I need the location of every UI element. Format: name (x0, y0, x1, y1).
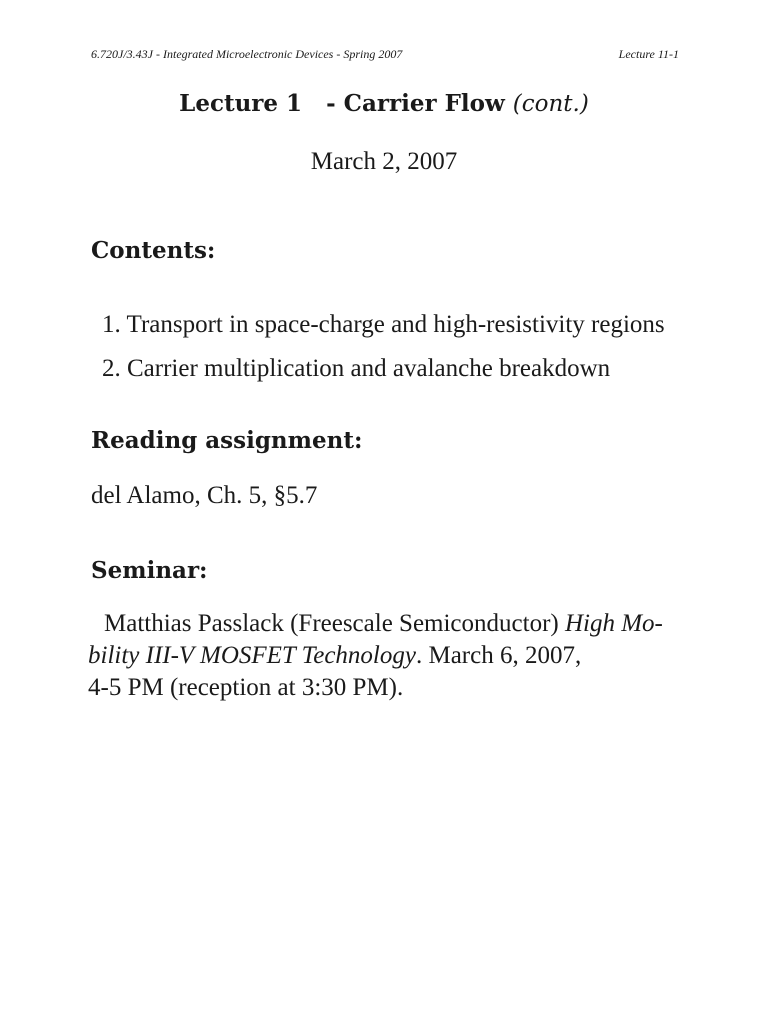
lecture-date: March 2, 2007 (310, 148, 458, 175)
lecture-title-main: Lecture 1 - Carrier Flow (179, 90, 513, 117)
seminar-heading: Seminar: (91, 557, 208, 584)
running-header (91, 47, 679, 62)
lecture-title (0, 90, 768, 117)
seminar-description (88, 608, 688, 704)
seminar-title-part-1: High Mo- (564, 610, 663, 637)
seminar-line-1 (88, 608, 688, 640)
lecture-title-suffix: (cont.) (512, 91, 589, 117)
contents-item: 1. Transport in space-charge and high-resistivity regions (102, 311, 665, 338)
reading-assignment-text: del Alamo, Ch. 5, §5.7 (91, 482, 318, 509)
course-header: 6.720J/3.43J - Integrated Microelectronic Devices - Spring 2007 (91, 47, 403, 61)
reading-assignment-heading: Reading assignment: (91, 427, 363, 454)
seminar-title-part-2: bility III-V MOSFET Technology (88, 642, 416, 669)
seminar-speaker: Matthias Passlack (Freescale Semiconductor) (104, 610, 565, 637)
seminar-date: . March 6, 2007, (415, 642, 582, 669)
contents-item: 2. Carrier multiplication and avalanche breakdown (102, 355, 611, 382)
page-label: Lecture 11-1 (618, 47, 679, 61)
contents-list (102, 308, 722, 396)
seminar-line-2 (88, 640, 688, 672)
contents-heading: Contents: (91, 237, 216, 264)
seminar-line-3: 4-5 PM (reception at 3:30 PM). (88, 674, 404, 701)
